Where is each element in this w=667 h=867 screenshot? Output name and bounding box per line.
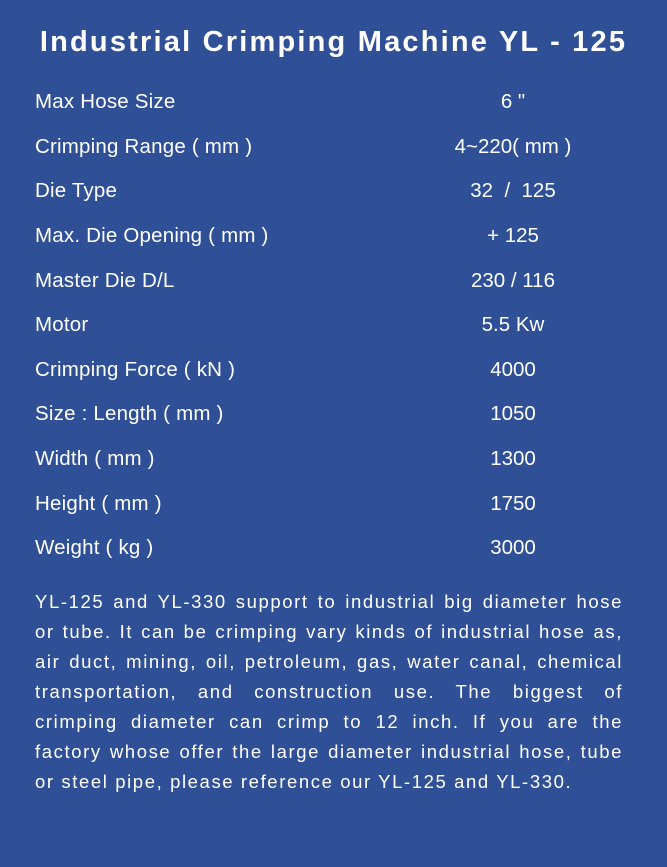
spec-value: 6 " <box>500 90 526 114</box>
spec-row-crimping-force <box>35 348 635 393</box>
spec-value: + 125 <box>487 224 539 248</box>
spec-row-length <box>35 392 635 437</box>
spec-label: Max Hose Size <box>35 90 176 114</box>
spec-value: 1050 <box>490 402 536 426</box>
spec-table <box>35 80 635 571</box>
spec-value: 230 / 116 <box>471 268 555 292</box>
spec-label: Master Die D/L <box>35 268 175 292</box>
spec-label: Crimping Range ( mm ) <box>35 134 253 158</box>
spec-row-max-hose-size <box>35 80 635 125</box>
spec-label: Weight ( kg ) <box>35 536 154 560</box>
spec-value: 32 / 125 <box>470 179 556 203</box>
spec-row-master-die <box>35 258 635 303</box>
spec-row-width <box>35 437 635 482</box>
spec-label: Crimping Force ( kN ) <box>35 357 236 381</box>
spec-row-max-die-opening <box>35 214 635 259</box>
spec-row-weight <box>35 526 635 571</box>
spec-value: 5.5 Kw <box>481 313 545 337</box>
description-paragraph: YL-125 and YL-330 support to industrial big diameter hose or tube. It can be crimping vary kinds of industrial hose as, air duct, mining, oil, petroleum, gas, water canal, chemical transportation, and construction use. The biggest of crimping diameter can crimp to 12 inch. If you are the factory whose offer the large diameter industrial hose, tube or steel pipe, please reference our YL-125 and YL-330. <box>35 591 623 792</box>
spec-label: Die Type <box>35 179 118 203</box>
spec-value: 1300 <box>490 447 536 471</box>
page-title: Industrial Crimping Machine YL - 125 <box>39 26 628 58</box>
spec-row-crimping-range <box>35 125 635 170</box>
spec-value: 3000 <box>490 536 536 560</box>
spec-label: Motor <box>35 313 89 337</box>
spec-value: 4000 <box>490 357 536 381</box>
spec-value: 1750 <box>490 491 536 515</box>
spec-value: 4~220( mm ) <box>454 134 572 158</box>
spec-label: Height ( mm ) <box>35 491 162 515</box>
spec-label: Size : Length ( mm ) <box>35 402 224 426</box>
spec-row-height <box>35 481 635 526</box>
spec-row-die-type <box>35 169 635 214</box>
spec-label: Width ( mm ) <box>35 447 155 471</box>
spec-label: Max. Die Opening ( mm ) <box>35 224 269 248</box>
spec-row-motor <box>35 303 635 348</box>
